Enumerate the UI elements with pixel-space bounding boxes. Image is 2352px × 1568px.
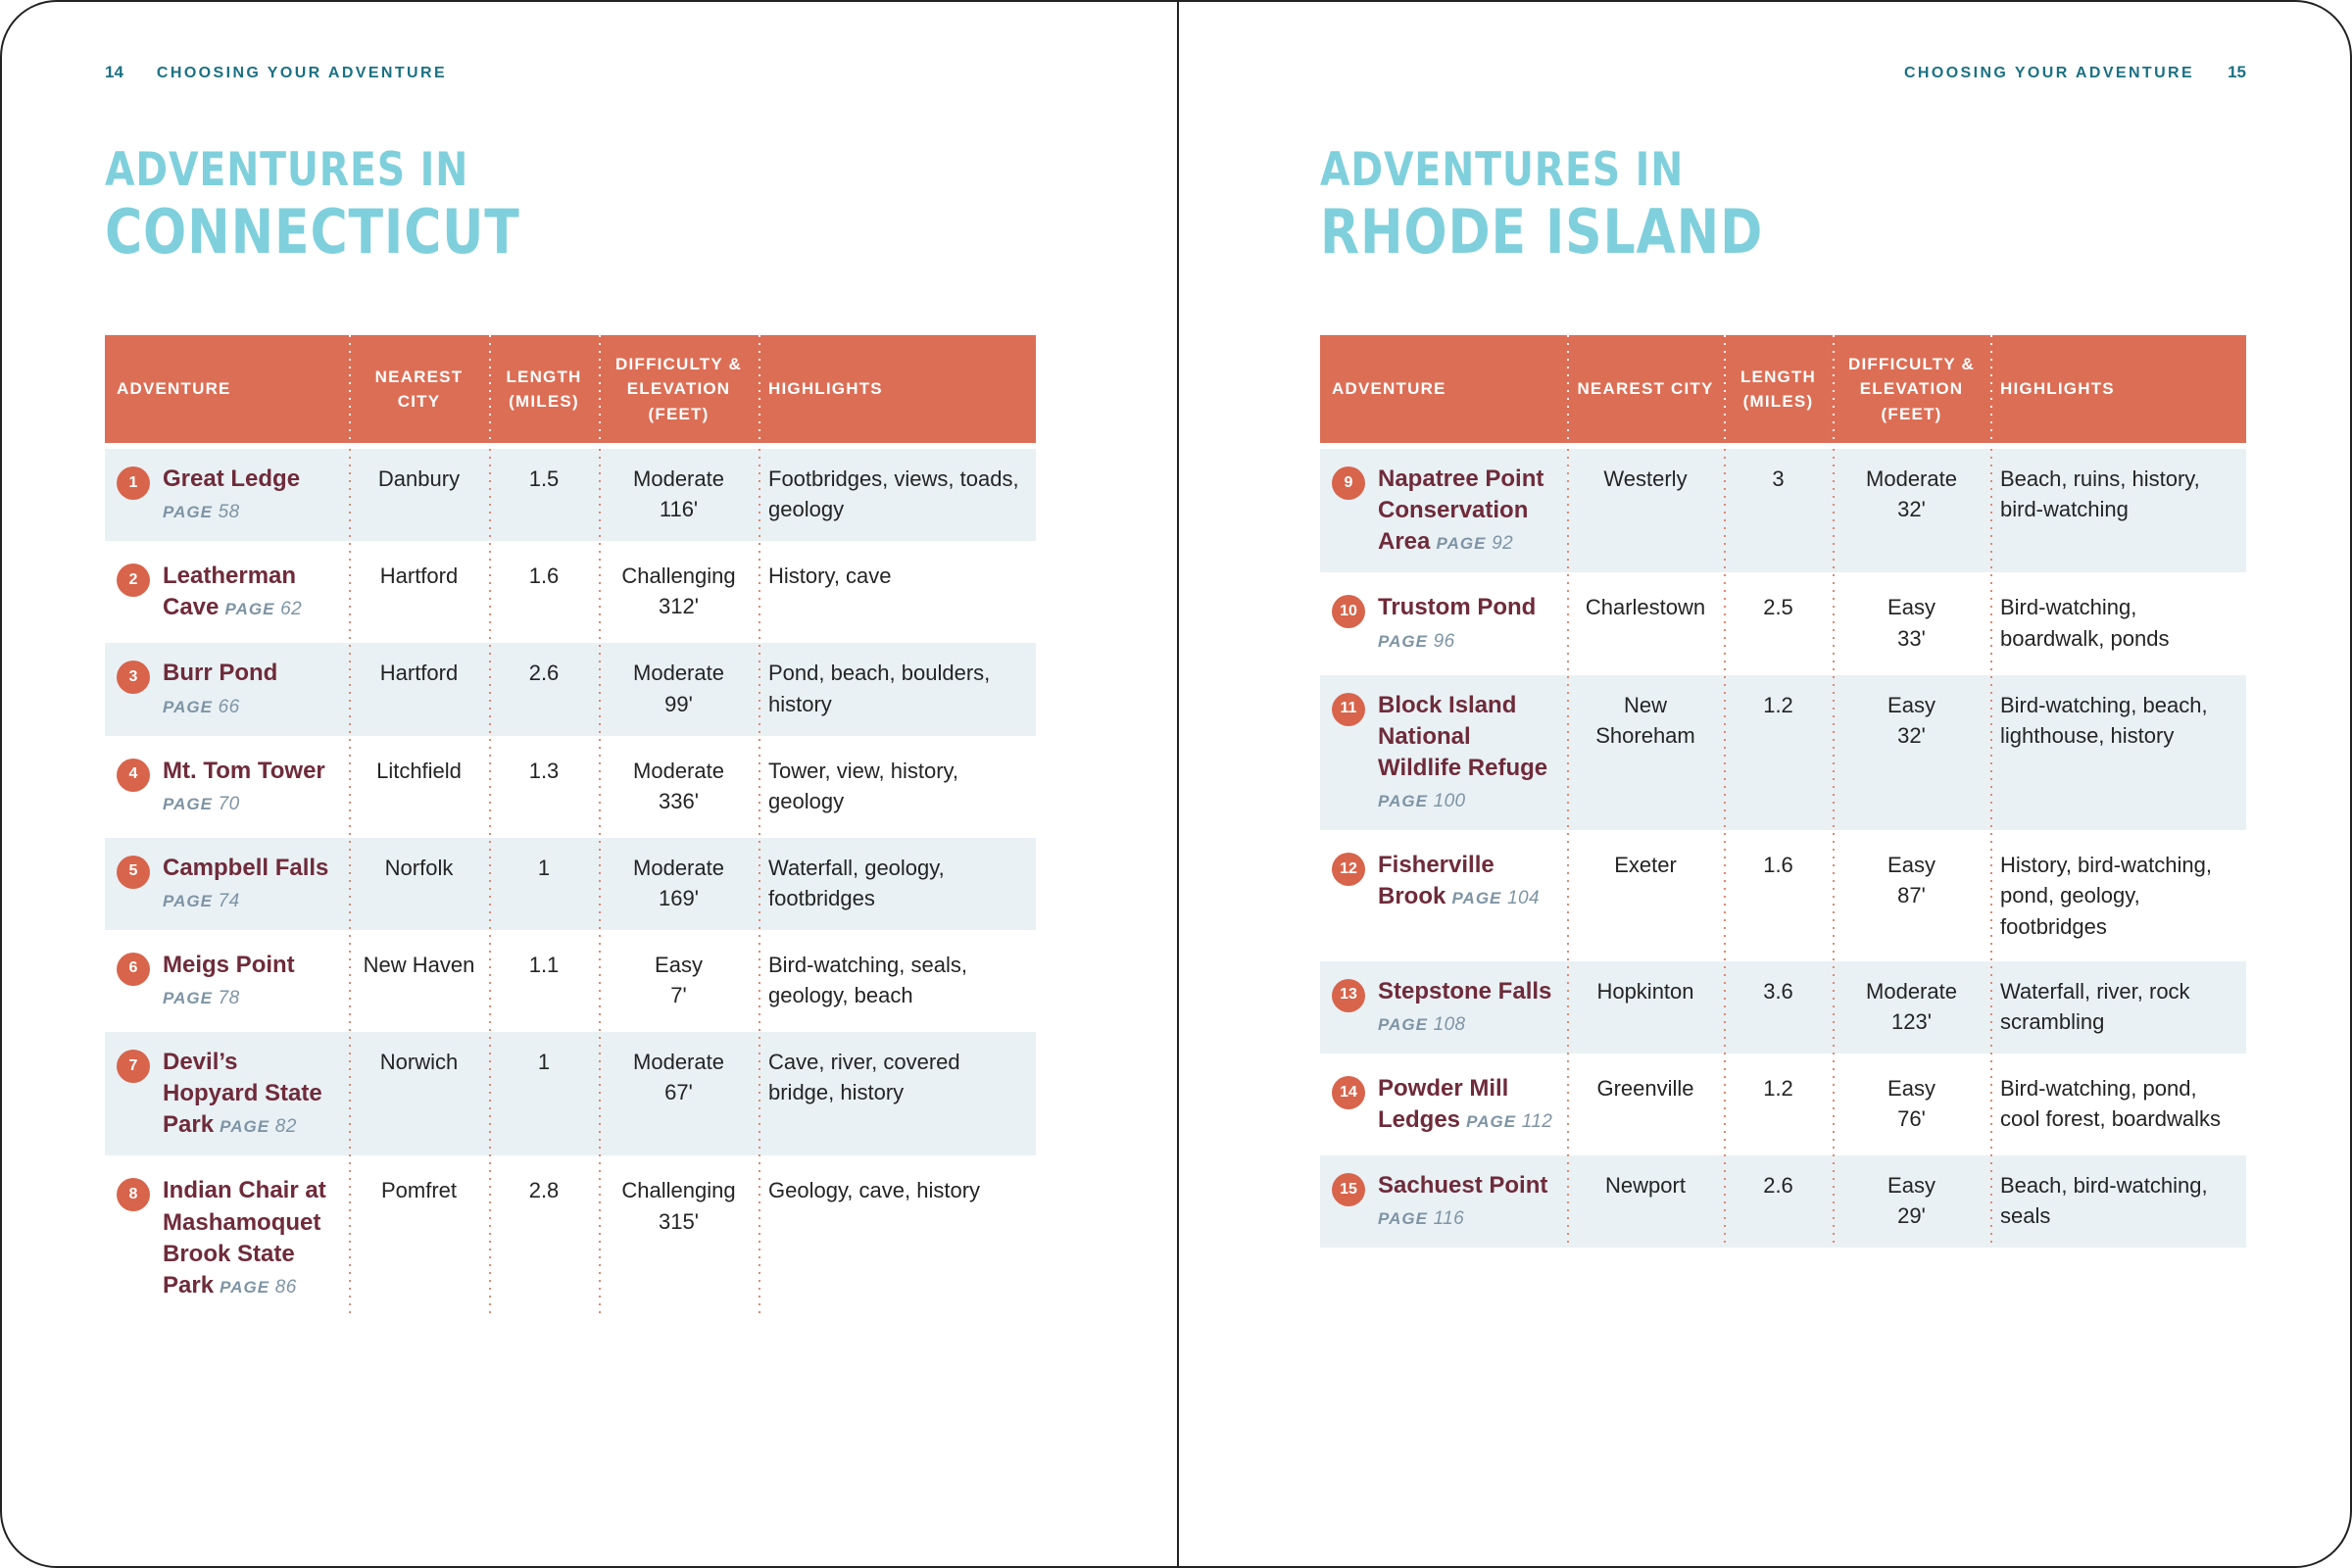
length-cell: 2.5 <box>1763 595 1793 620</box>
adventure-number-badge <box>117 1050 150 1083</box>
page-word: PAGE <box>1378 1014 1428 1034</box>
adventure-number-badge <box>117 661 150 694</box>
body-column-divider <box>1567 449 1569 1248</box>
highlights-cell: Beach, ruins, history, bird-watching <box>2000 466 2200 522</box>
body-column-divider <box>759 449 760 1316</box>
running-head-left <box>105 63 1036 82</box>
adventure-name: Powder Mill Ledges <box>1378 1074 1509 1134</box>
page-word: PAGE <box>224 600 275 619</box>
elevation-value: 123' <box>1891 1008 1932 1034</box>
table-row <box>105 741 1036 833</box>
table-row <box>105 1160 1036 1316</box>
page-word: PAGE <box>1378 631 1428 651</box>
difficulty-level: Moderate <box>633 661 724 686</box>
elevation-value: 312' <box>659 594 699 619</box>
elevation-value: 67' <box>664 1080 693 1105</box>
adventure-name-block <box>163 756 335 818</box>
difficulty-cell <box>599 643 759 735</box>
page-number-ref: 112 <box>1521 1111 1553 1133</box>
adventure-name: Stepstone Falls <box>1378 977 1552 1004</box>
nearest-city-cell: Hartford <box>379 661 459 686</box>
page-title <box>1320 143 2098 268</box>
length-cell: 1.5 <box>528 466 560 491</box>
highlights-cell: Geology, cave, history <box>768 1178 981 1203</box>
nearest-city-cell: Newport <box>1605 1173 1686 1199</box>
page-word: PAGE <box>163 503 213 522</box>
body-column-divider <box>1990 449 1992 1248</box>
page-title-line2: RHODE ISLAND <box>1320 196 1764 268</box>
difficulty-cell <box>599 1032 759 1155</box>
difficulty-level: Easy <box>1887 1173 1936 1199</box>
highlights-cell: Waterfall, river, rock scrambling <box>2000 978 2190 1034</box>
highlights-cell: Tower, view, history, geology <box>768 758 958 813</box>
page-reference <box>163 697 240 717</box>
nearest-city-cell: Norwich <box>379 1049 459 1074</box>
table-row <box>1320 1058 2246 1151</box>
page-word: PAGE <box>1378 1209 1428 1229</box>
length-cell: 1 <box>537 1049 551 1074</box>
nearest-city-cell: Exeter <box>1614 853 1677 878</box>
page-reference <box>163 988 240 1008</box>
difficulty-cell <box>599 546 759 638</box>
page-reference <box>220 1277 297 1298</box>
table-row <box>105 838 1036 930</box>
page-reference <box>1378 1208 1464 1229</box>
adventure-number-badge <box>1332 595 1365 628</box>
table-row <box>1320 835 2246 956</box>
adventure-number: 14 <box>1340 1083 1357 1101</box>
adventure-number: 10 <box>1340 603 1357 620</box>
page-number: 14 <box>105 63 123 81</box>
elevation-value: 29' <box>1897 1203 1926 1229</box>
nearest-city-cell: Pomfret <box>380 1178 458 1203</box>
adventure-cell <box>105 741 349 833</box>
nearest-city-cell: Hartford <box>379 564 459 589</box>
elevation-value: 87' <box>1897 883 1926 908</box>
difficulty-level: Challenging <box>621 1178 736 1203</box>
page-word: PAGE <box>1378 792 1428 811</box>
difficulty-level: Easy <box>1887 692 1936 717</box>
length-cell: 3 <box>1772 466 1785 491</box>
adventure-number-badge <box>117 466 150 500</box>
highlights-cell: Cave, river, covered bridge, history <box>768 1049 960 1105</box>
difficulty-cell <box>1833 449 1990 572</box>
difficulty-level: Challenging <box>621 564 736 589</box>
table-header-row <box>105 335 1036 443</box>
running-head-right <box>1320 63 2246 82</box>
table-row <box>1320 961 2246 1054</box>
adventure-cell <box>1320 1058 1567 1151</box>
highlights-cell: Footbridges, views, toads, geology <box>768 466 1019 522</box>
page-number-ref: 116 <box>1433 1208 1465 1230</box>
elevation-value: 169' <box>659 885 699 910</box>
page-reference <box>220 1116 297 1137</box>
adventure-table-connecticut <box>105 335 1036 1316</box>
elevation-value: 32' <box>1897 722 1926 748</box>
adventure-name: Meigs Point <box>163 951 295 978</box>
adventure-name: Leatherman Cave <box>163 563 297 621</box>
page-left <box>2 2 1178 1568</box>
adventure-name-block <box>163 464 335 526</box>
adventure-name-block <box>1378 1073 1553 1136</box>
page-reference <box>1378 631 1455 652</box>
difficulty-cell <box>599 935 759 1027</box>
length-cell: 2.6 <box>528 661 560 686</box>
page-word: PAGE <box>1451 889 1502 908</box>
page-word: PAGE <box>1436 534 1487 554</box>
adventure-number: 11 <box>1340 700 1357 717</box>
page-word: PAGE <box>220 1277 270 1297</box>
page-right <box>1178 2 2352 1568</box>
length-cell: 1.6 <box>528 564 560 589</box>
length-cell: 1.2 <box>1763 1075 1793 1101</box>
table-row <box>1320 1155 2246 1248</box>
table-header-row <box>1320 335 2246 443</box>
adventure-cell <box>105 838 349 930</box>
highlights-cell: Bird-watching, seals, geology, beach <box>768 952 967 1008</box>
page-reference <box>1466 1111 1552 1132</box>
adventure-number-badge <box>117 1178 150 1211</box>
adventure-number-badge <box>1332 979 1365 1012</box>
page-title-line1: ADVENTURES IN <box>1320 143 1685 197</box>
adventure-cell <box>1320 449 1567 572</box>
page-number-ref: 86 <box>274 1276 297 1298</box>
page-reference <box>163 891 240 911</box>
header-column-divider <box>599 335 601 443</box>
nearest-city-cell: Norfolk <box>384 855 454 880</box>
difficulty-cell <box>1833 1058 1990 1151</box>
table-row <box>1320 577 2246 669</box>
adventure-number-badge <box>1332 853 1365 886</box>
difficulty-cell <box>599 449 759 541</box>
adventure-name: Napatree Point Conservation Area <box>1378 466 1544 556</box>
adventure-cell <box>1320 577 1567 669</box>
adventure-name-block <box>163 853 335 915</box>
length-cell: 1.6 <box>1763 853 1793 878</box>
nearest-city-cell: Litchfield <box>376 758 462 783</box>
page-word: PAGE <box>163 697 213 716</box>
difficulty-cell <box>599 838 759 930</box>
page-reference <box>1451 888 1540 908</box>
adventure-number: 3 <box>128 668 138 686</box>
nearest-city-cell: New Haven <box>363 952 475 977</box>
difficulty-level: Moderate <box>1866 978 1957 1004</box>
highlights-cell: Bird-watching, boardwalk, ponds <box>2000 595 2170 651</box>
page-number-ref: 78 <box>218 987 240 1008</box>
adventure-number: 9 <box>1344 473 1353 491</box>
adventure-number: 7 <box>128 1056 138 1074</box>
length-cell: 1 <box>537 855 551 880</box>
nearest-city-cell: Westerly <box>1603 466 1688 491</box>
difficulty-level: Moderate <box>633 855 724 880</box>
adventure-name-block <box>1378 976 1553 1039</box>
adventure-cell <box>105 546 349 638</box>
page-number-ref: 74 <box>218 890 240 911</box>
adventure-name-block <box>1378 1170 1553 1233</box>
adventure-name-block <box>163 1175 335 1301</box>
table-row <box>1320 675 2246 830</box>
header-column-divider <box>1990 335 1992 443</box>
highlights-cell: Bird-watching, beach, lighthouse, history <box>2000 692 2208 748</box>
adventure-number-badge <box>1332 1076 1365 1109</box>
adventure-name: Fisherville Brook <box>1378 852 1494 910</box>
adventure-number-badge <box>117 759 150 792</box>
body-column-divider <box>489 449 491 1316</box>
adventure-name-block <box>1378 464 1553 558</box>
table-body <box>1320 449 2246 1248</box>
column-header-difficulty: DIFFICULTY & ELEVATION (FEET) <box>1848 354 1975 423</box>
table-body <box>105 449 1036 1316</box>
adventure-number: 2 <box>128 570 138 588</box>
nearest-city-cell: Charlestown <box>1585 595 1706 620</box>
column-header-adventure: ADVENTURE <box>1332 379 1446 399</box>
page-title-line1: ADVENTURES IN <box>105 143 469 197</box>
adventure-name: Burr Pond <box>163 660 278 687</box>
table-row <box>105 546 1036 638</box>
adventure-cell <box>1320 675 1567 830</box>
adventure-number-badge <box>117 564 150 597</box>
table-row <box>105 449 1036 541</box>
page-reference <box>1437 533 1514 554</box>
page-number-ref: 58 <box>218 502 240 523</box>
adventure-cell <box>105 935 349 1027</box>
adventure-name-block <box>1378 850 1553 912</box>
body-column-divider <box>349 449 351 1316</box>
table-row <box>105 935 1036 1027</box>
adventure-table-rhode-island <box>1320 335 2246 1248</box>
nearest-city-cell: New Shoreham <box>1595 692 1695 748</box>
page-word: PAGE <box>163 794 213 813</box>
adventure-cell <box>1320 1155 1567 1248</box>
table-row <box>105 1032 1036 1155</box>
adventure-number: 1 <box>128 473 138 491</box>
elevation-value: 33' <box>1897 625 1926 651</box>
difficulty-level: Moderate <box>633 466 724 491</box>
adventure-name-block <box>163 950 335 1012</box>
page-number-ref: 108 <box>1433 1013 1466 1035</box>
difficulty-level: Easy <box>655 952 703 977</box>
adventure-number-badge <box>1332 466 1365 500</box>
body-column-divider <box>1724 449 1726 1248</box>
nearest-city-cell: Hopkinton <box>1596 978 1694 1004</box>
elevation-value: 116' <box>659 497 699 522</box>
adventure-number-badge <box>1332 693 1365 726</box>
length-cell: 2.6 <box>1763 1173 1793 1199</box>
elevation-value: 99' <box>664 691 693 716</box>
highlights-cell: Waterfall, geology, footbridges <box>768 855 945 910</box>
page-title <box>105 143 887 268</box>
difficulty-cell <box>1833 1155 1990 1248</box>
adventure-name: Campbell Falls <box>163 854 329 881</box>
elevation-value: 7' <box>670 983 687 1008</box>
length-cell: 1.3 <box>528 758 560 783</box>
page-number-ref: 62 <box>280 599 303 620</box>
book-spine-divider <box>1177 2 1179 1566</box>
page-number-ref: 70 <box>218 793 240 814</box>
adventure-number: 8 <box>128 1186 138 1203</box>
page-word: PAGE <box>163 988 213 1007</box>
adventure-name-block <box>163 561 335 623</box>
column-header-highlights: HIGHLIGHTS <box>2000 379 2115 399</box>
elevation-value: 315' <box>659 1208 699 1234</box>
page-reference <box>225 599 303 619</box>
header-column-divider <box>349 335 351 443</box>
page-number-ref: 96 <box>1433 630 1455 652</box>
column-header-difficulty: DIFFICULTY & ELEVATION (FEET) <box>615 354 742 423</box>
adventure-name: Mt. Tom Tower <box>163 757 325 784</box>
adventure-cell <box>1320 961 1567 1054</box>
adventure-name: Great Ledge <box>163 466 301 492</box>
page-word: PAGE <box>163 891 213 910</box>
length-cell: 1.2 <box>1763 692 1793 717</box>
difficulty-level: Easy <box>1887 853 1936 878</box>
page-reference <box>1378 1014 1466 1035</box>
adventure-cell <box>105 1160 349 1316</box>
adventure-number: 6 <box>128 959 138 977</box>
page-number: 15 <box>2228 63 2246 81</box>
difficulty-cell <box>1833 961 1990 1054</box>
page-reference <box>163 502 240 522</box>
difficulty-level: Moderate <box>633 758 724 783</box>
running-head-text: CHOOSING YOUR ADVENTURE <box>156 65 448 81</box>
adventure-name-block <box>163 658 335 720</box>
elevation-value: 76' <box>1897 1106 1926 1132</box>
table-row <box>1320 449 2246 572</box>
highlights-cell: Bird-watching, pond, cool forest, boardwalks <box>2000 1075 2221 1132</box>
length-cell: 1.1 <box>528 952 560 977</box>
length-cell: 3.6 <box>1763 978 1793 1004</box>
adventure-cell <box>105 643 349 735</box>
adventure-cell <box>105 449 349 541</box>
highlights-cell: History, cave <box>768 564 892 589</box>
difficulty-cell <box>599 741 759 833</box>
header-column-divider <box>1567 335 1569 443</box>
length-cell: 2.8 <box>528 1178 560 1203</box>
page-title-line2: CONNECTICUT <box>105 196 520 268</box>
adventure-number: 12 <box>1340 859 1357 877</box>
highlights-cell: Beach, bird-watching, seals <box>2000 1173 2208 1229</box>
header-column-divider <box>759 335 760 443</box>
page-number-ref: 92 <box>1492 533 1514 555</box>
difficulty-cell <box>1833 835 1990 956</box>
elevation-value: 336' <box>659 788 699 813</box>
header-column-divider <box>1833 335 1835 443</box>
column-header-highlights: HIGHLIGHTS <box>768 379 883 399</box>
page-word: PAGE <box>220 1117 270 1137</box>
highlights-cell: History, bird-watching, pond, geology, footbridges <box>2000 853 2212 939</box>
adventure-number-badge <box>117 953 150 986</box>
adventure-number: 4 <box>128 765 138 783</box>
adventure-number: 15 <box>1340 1180 1357 1198</box>
difficulty-cell <box>1833 577 1990 669</box>
body-column-divider <box>1833 449 1835 1248</box>
adventure-number-badge <box>117 856 150 889</box>
page-word: PAGE <box>1466 1112 1517 1132</box>
adventure-number: 13 <box>1340 986 1357 1004</box>
adventure-name-block <box>1378 592 1553 655</box>
column-header-length: LENGTH (MILES) <box>1740 367 1817 411</box>
header-column-divider <box>489 335 491 443</box>
adventure-number: 5 <box>128 862 138 880</box>
adventure-name: Block Island National Wildlife Refuge <box>1378 691 1548 781</box>
nearest-city-cell: Danbury <box>377 466 461 491</box>
page-number-ref: 104 <box>1507 888 1540 909</box>
header-column-divider <box>1724 335 1726 443</box>
running-head-text: CHOOSING YOUR ADVENTURE <box>1903 65 2195 81</box>
difficulty-level: Moderate <box>633 1049 724 1074</box>
highlights-cell: Pond, beach, boulders, history <box>768 661 991 716</box>
column-header-length: LENGTH (MILES) <box>506 367 582 411</box>
column-header-nearest-city: NEAREST CITY <box>1577 379 1714 399</box>
adventure-cell <box>105 1032 349 1155</box>
difficulty-cell <box>599 1160 759 1316</box>
adventure-number-badge <box>1332 1173 1365 1206</box>
page-number-ref: 100 <box>1433 791 1466 812</box>
adventure-name-block <box>1378 690 1553 815</box>
difficulty-level: Easy <box>1887 595 1936 620</box>
nearest-city-cell: Greenville <box>1596 1075 1694 1101</box>
page-reference <box>163 794 240 814</box>
elevation-value: 32' <box>1897 497 1926 522</box>
table-row <box>105 643 1036 735</box>
column-header-adventure: ADVENTURE <box>117 379 231 399</box>
adventure-cell <box>1320 835 1567 956</box>
difficulty-level: Moderate <box>1866 466 1957 491</box>
adventure-name: Sachuest Point <box>1378 1172 1548 1200</box>
body-column-divider <box>599 449 601 1316</box>
difficulty-cell <box>1833 675 1990 830</box>
adventure-name: Indian Chair at Mashamoquet Brook State Park <box>163 1177 326 1298</box>
difficulty-level: Easy <box>1887 1075 1936 1101</box>
adventure-name: Trustom Pond <box>1378 594 1537 621</box>
adventure-name-block <box>163 1047 335 1141</box>
page-number-ref: 82 <box>274 1116 297 1138</box>
column-header-nearest-city: NEAREST CITY <box>374 367 464 411</box>
adventure-name: Devil’s Hopyard State Park <box>163 1048 322 1139</box>
page-reference <box>1378 791 1466 811</box>
page-number-ref: 66 <box>218 696 240 717</box>
